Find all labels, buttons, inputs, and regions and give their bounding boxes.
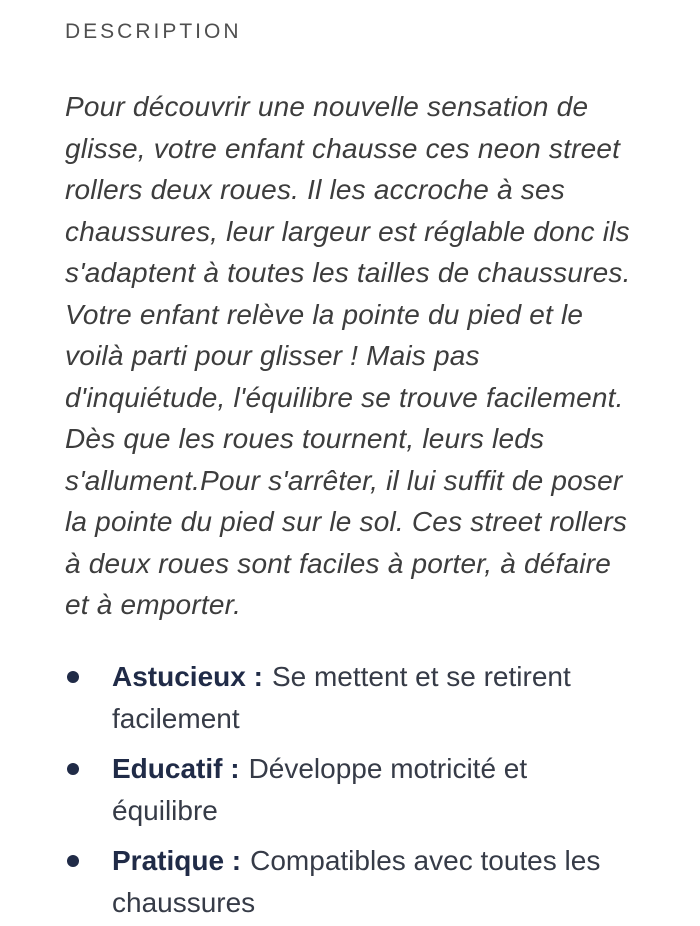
bullet-dot-icon [67, 855, 79, 867]
description-paragraph: Pour découvrir une nouvelle sensation de glisse, votre enfant chausse ces neon street rollers deux roues. Il les accroche à ses chaussures, leur largeur est réglable donc ils s'adaptent à toutes les tailles de chaussures. Votre enfant relève la pointe du pied et le voilà parti pour glisser ! Mais pas d'inquiétude, l'équilibre se trouve facilement. Dès que les roues tournent, leurs leds s'allument.Pour s'arrêter, il lui suffit de poser la pointe du pied sur le sol. Ces street rollers à deux roues sont faciles à porter, à défaire et à emporter. [65, 91, 631, 620]
feature-text: Compatibles avec toutes les chaussures [112, 844, 601, 918]
feature-label: Astucieux : [112, 660, 263, 692]
bullet-dot-icon [67, 763, 79, 775]
bullet-dot-icon [67, 671, 79, 683]
feature-text: Développe motricité et équilibre [112, 752, 528, 826]
list-item [65, 748, 625, 832]
list-item [65, 656, 625, 740]
list-item [65, 840, 625, 924]
feature-text: Se mettent et se retirent facilement [112, 660, 571, 734]
section-title: DESCRIPTION [65, 20, 242, 43]
feature-label: Educatif : [112, 752, 240, 784]
feature-label: Pratique : [112, 844, 242, 876]
feature-list [65, 656, 625, 924]
